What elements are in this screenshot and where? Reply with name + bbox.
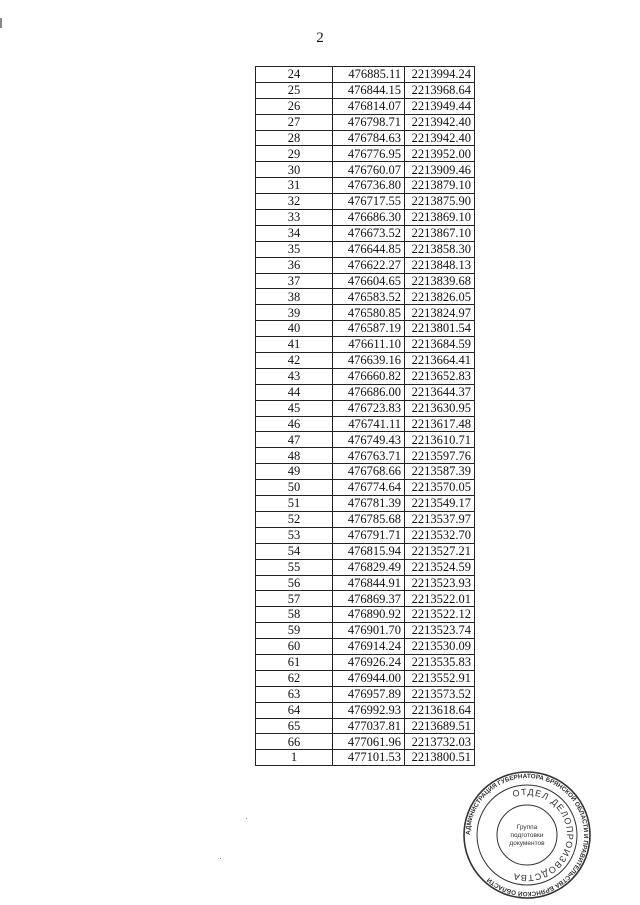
y-coordinate: 2213949.44 (405, 98, 475, 114)
x-coordinate: 476785.68 (333, 511, 405, 527)
point-number: 49 (256, 464, 333, 480)
table-row (256, 496, 475, 512)
svg-text:Группа: Группа (516, 824, 538, 831)
point-number: 27 (256, 114, 333, 130)
table-row (256, 416, 475, 432)
y-coordinate: 2213824.97 (405, 305, 475, 321)
table-row (256, 162, 475, 178)
coordinates-table-body (256, 67, 475, 766)
table-row (256, 305, 475, 321)
point-number: 1 (256, 750, 333, 766)
y-coordinate: 2213597.76 (405, 448, 475, 464)
table-row (256, 527, 475, 543)
x-coordinate: 476639.16 (333, 353, 405, 369)
y-coordinate: 2213570.05 (405, 480, 475, 496)
x-coordinate: 476660.82 (333, 368, 405, 384)
y-coordinate: 2213522.12 (405, 607, 475, 623)
x-coordinate: 476749.43 (333, 432, 405, 448)
point-number: 46 (256, 416, 333, 432)
table-row (256, 210, 475, 226)
x-coordinate: 476992.93 (333, 702, 405, 718)
x-coordinate: 476774.64 (333, 480, 405, 496)
x-coordinate: 476844.91 (333, 575, 405, 591)
x-coordinate: 476914.24 (333, 639, 405, 655)
official-stamp (462, 770, 592, 900)
y-coordinate: 2213535.83 (405, 654, 475, 670)
table-row (256, 194, 475, 210)
table-row (256, 82, 475, 98)
y-coordinate: 2213552.91 (405, 670, 475, 686)
x-coordinate: 476781.39 (333, 496, 405, 512)
table-row (256, 353, 475, 369)
table-row (256, 67, 475, 83)
x-coordinate: 476814.07 (333, 98, 405, 114)
table-row (256, 543, 475, 559)
x-coordinate: 476776.95 (333, 146, 405, 162)
y-coordinate: 2213879.10 (405, 178, 475, 194)
x-coordinate: 476611.10 (333, 337, 405, 353)
table-row (256, 321, 475, 337)
x-coordinate: 476763.71 (333, 448, 405, 464)
y-coordinate: 2213644.37 (405, 384, 475, 400)
table-row (256, 241, 475, 257)
y-coordinate: 2213732.03 (405, 734, 475, 750)
point-number: 37 (256, 273, 333, 289)
y-coordinate: 2213587.39 (405, 464, 475, 480)
point-number: 39 (256, 305, 333, 321)
x-coordinate: 476673.52 (333, 225, 405, 241)
y-coordinate: 2213617.48 (405, 416, 475, 432)
table-row (256, 686, 475, 702)
y-coordinate: 2213523.74 (405, 623, 475, 639)
x-coordinate: 476791.71 (333, 527, 405, 543)
point-number: 28 (256, 130, 333, 146)
point-number: 47 (256, 432, 333, 448)
x-coordinate: 476768.66 (333, 464, 405, 480)
table-row (256, 146, 475, 162)
point-number: 64 (256, 702, 333, 718)
table-row (256, 130, 475, 146)
point-number: 62 (256, 670, 333, 686)
point-number: 58 (256, 607, 333, 623)
y-coordinate: 2213942.40 (405, 130, 475, 146)
table-row (256, 400, 475, 416)
point-number: 52 (256, 511, 333, 527)
table-row (256, 289, 475, 305)
y-coordinate: 2213848.13 (405, 257, 475, 273)
point-number: 50 (256, 480, 333, 496)
table-row (256, 178, 475, 194)
y-coordinate: 2213610.71 (405, 432, 475, 448)
point-number: 40 (256, 321, 333, 337)
point-number: 26 (256, 98, 333, 114)
point-number: 38 (256, 289, 333, 305)
point-number: 42 (256, 353, 333, 369)
y-coordinate: 2213858.30 (405, 241, 475, 257)
point-number: 33 (256, 210, 333, 226)
x-coordinate: 476901.70 (333, 623, 405, 639)
point-number: 45 (256, 400, 333, 416)
point-number: 24 (256, 67, 333, 83)
point-number: 60 (256, 639, 333, 655)
table-row (256, 559, 475, 575)
table-row (256, 654, 475, 670)
x-coordinate: 476798.71 (333, 114, 405, 130)
point-number: 30 (256, 162, 333, 178)
table-row (256, 257, 475, 273)
point-number: 35 (256, 241, 333, 257)
y-coordinate: 2213875.90 (405, 194, 475, 210)
y-coordinate: 2213968.64 (405, 82, 475, 98)
x-coordinate: 476885.11 (333, 67, 405, 83)
y-coordinate: 2213527.21 (405, 543, 475, 559)
x-coordinate: 476741.11 (333, 416, 405, 432)
x-coordinate: 476604.65 (333, 273, 405, 289)
table-row (256, 623, 475, 639)
table-row (256, 607, 475, 623)
x-coordinate: 476784.63 (333, 130, 405, 146)
table-row (256, 337, 475, 353)
point-number: 48 (256, 448, 333, 464)
y-coordinate: 2213942.40 (405, 114, 475, 130)
y-coordinate: 2213537.97 (405, 511, 475, 527)
y-coordinate: 2213839.68 (405, 273, 475, 289)
x-coordinate: 476760.07 (333, 162, 405, 178)
table-row (256, 591, 475, 607)
y-coordinate: 2213532.70 (405, 527, 475, 543)
table-row (256, 750, 475, 766)
x-coordinate: 476829.49 (333, 559, 405, 575)
y-coordinate: 2213909.46 (405, 162, 475, 178)
y-coordinate: 2213652.83 (405, 368, 475, 384)
table-row (256, 225, 475, 241)
y-coordinate: 2213826.05 (405, 289, 475, 305)
x-coordinate: 476583.52 (333, 289, 405, 305)
point-number: 51 (256, 496, 333, 512)
x-coordinate: 476736.80 (333, 178, 405, 194)
y-coordinate: 2213630.95 (405, 400, 475, 416)
x-coordinate: 476957.89 (333, 686, 405, 702)
point-number: 43 (256, 368, 333, 384)
point-number: 34 (256, 225, 333, 241)
point-number: 44 (256, 384, 333, 400)
x-coordinate: 476944.00 (333, 670, 405, 686)
x-coordinate: 477037.81 (333, 718, 405, 734)
y-coordinate: 2213869.10 (405, 210, 475, 226)
x-coordinate: 476815.94 (333, 543, 405, 559)
y-coordinate: 2213549.17 (405, 496, 475, 512)
y-coordinate: 2213523.93 (405, 575, 475, 591)
table-row (256, 384, 475, 400)
y-coordinate: 2213573.52 (405, 686, 475, 702)
scan-mark (246, 818, 247, 819)
point-number: 63 (256, 686, 333, 702)
table-row (256, 98, 475, 114)
table-row (256, 575, 475, 591)
x-coordinate: 476644.85 (333, 241, 405, 257)
table-row (256, 464, 475, 480)
x-coordinate: 476686.30 (333, 210, 405, 226)
point-number: 56 (256, 575, 333, 591)
table-row (256, 480, 475, 496)
table-row (256, 718, 475, 734)
x-coordinate: 476717.55 (333, 194, 405, 210)
table-row (256, 368, 475, 384)
svg-text:документов: документов (509, 840, 545, 847)
y-coordinate: 2213618.64 (405, 702, 475, 718)
x-coordinate: 476926.24 (333, 654, 405, 670)
svg-text:АДМИНИСТРАЦИЯ ГУБЕРНАТОРА БРЯН: АДМИНИСТРАЦИЯ ГУБЕРНАТОРА БРЯНСКОЙ ОБЛАСТИ И ПРАВИТЕЛЬСТВА БРЯНСКОЙ ОБЛАСТИ (464, 772, 590, 898)
y-coordinate: 2213952.00 (405, 146, 475, 162)
point-number: 25 (256, 82, 333, 98)
x-coordinate: 476723.83 (333, 400, 405, 416)
point-number: 54 (256, 543, 333, 559)
point-number: 61 (256, 654, 333, 670)
y-coordinate: 2213530.09 (405, 639, 475, 655)
y-coordinate: 2213689.51 (405, 718, 475, 734)
x-coordinate: 477061.96 (333, 734, 405, 750)
table-row (256, 702, 475, 718)
y-coordinate: 2213524.59 (405, 559, 475, 575)
table-row (256, 432, 475, 448)
table-row (256, 734, 475, 750)
x-coordinate: 476580.85 (333, 305, 405, 321)
point-number: 65 (256, 718, 333, 734)
x-coordinate: 476869.37 (333, 591, 405, 607)
point-number: 66 (256, 734, 333, 750)
point-number: 32 (256, 194, 333, 210)
y-coordinate: 2213522.01 (405, 591, 475, 607)
page-number: 2 (316, 30, 324, 46)
table-row (256, 448, 475, 464)
y-coordinate: 2213684.59 (405, 337, 475, 353)
scan-mark (0, 18, 2, 28)
point-number: 31 (256, 178, 333, 194)
coordinates-table (255, 66, 475, 766)
svg-text:подготовки: подготовки (510, 832, 544, 839)
x-coordinate: 476686.00 (333, 384, 405, 400)
y-coordinate: 2213800.51 (405, 750, 475, 766)
point-number: 53 (256, 527, 333, 543)
table-row (256, 639, 475, 655)
point-number: 29 (256, 146, 333, 162)
point-number: 55 (256, 559, 333, 575)
x-coordinate: 476622.27 (333, 257, 405, 273)
x-coordinate: 476890.92 (333, 607, 405, 623)
x-coordinate: 476587.19 (333, 321, 405, 337)
table-row (256, 114, 475, 130)
svg-text:ОТДЕЛ ДЕЛОПРОИЗВОДСТВА: ОТДЕЛ ДЕЛОПРОИЗВОДСТВА (511, 786, 576, 884)
point-number: 41 (256, 337, 333, 353)
x-coordinate: 476844.15 (333, 82, 405, 98)
y-coordinate: 2213664.41 (405, 353, 475, 369)
point-number: 59 (256, 623, 333, 639)
y-coordinate: 2213801.54 (405, 321, 475, 337)
table-row (256, 511, 475, 527)
point-number: 57 (256, 591, 333, 607)
y-coordinate: 2213867.10 (405, 225, 475, 241)
table-row (256, 670, 475, 686)
point-number: 36 (256, 257, 333, 273)
scan-mark (220, 858, 221, 859)
x-coordinate: 477101.53 (333, 750, 405, 766)
table-row (256, 273, 475, 289)
y-coordinate: 2213994.24 (405, 67, 475, 83)
